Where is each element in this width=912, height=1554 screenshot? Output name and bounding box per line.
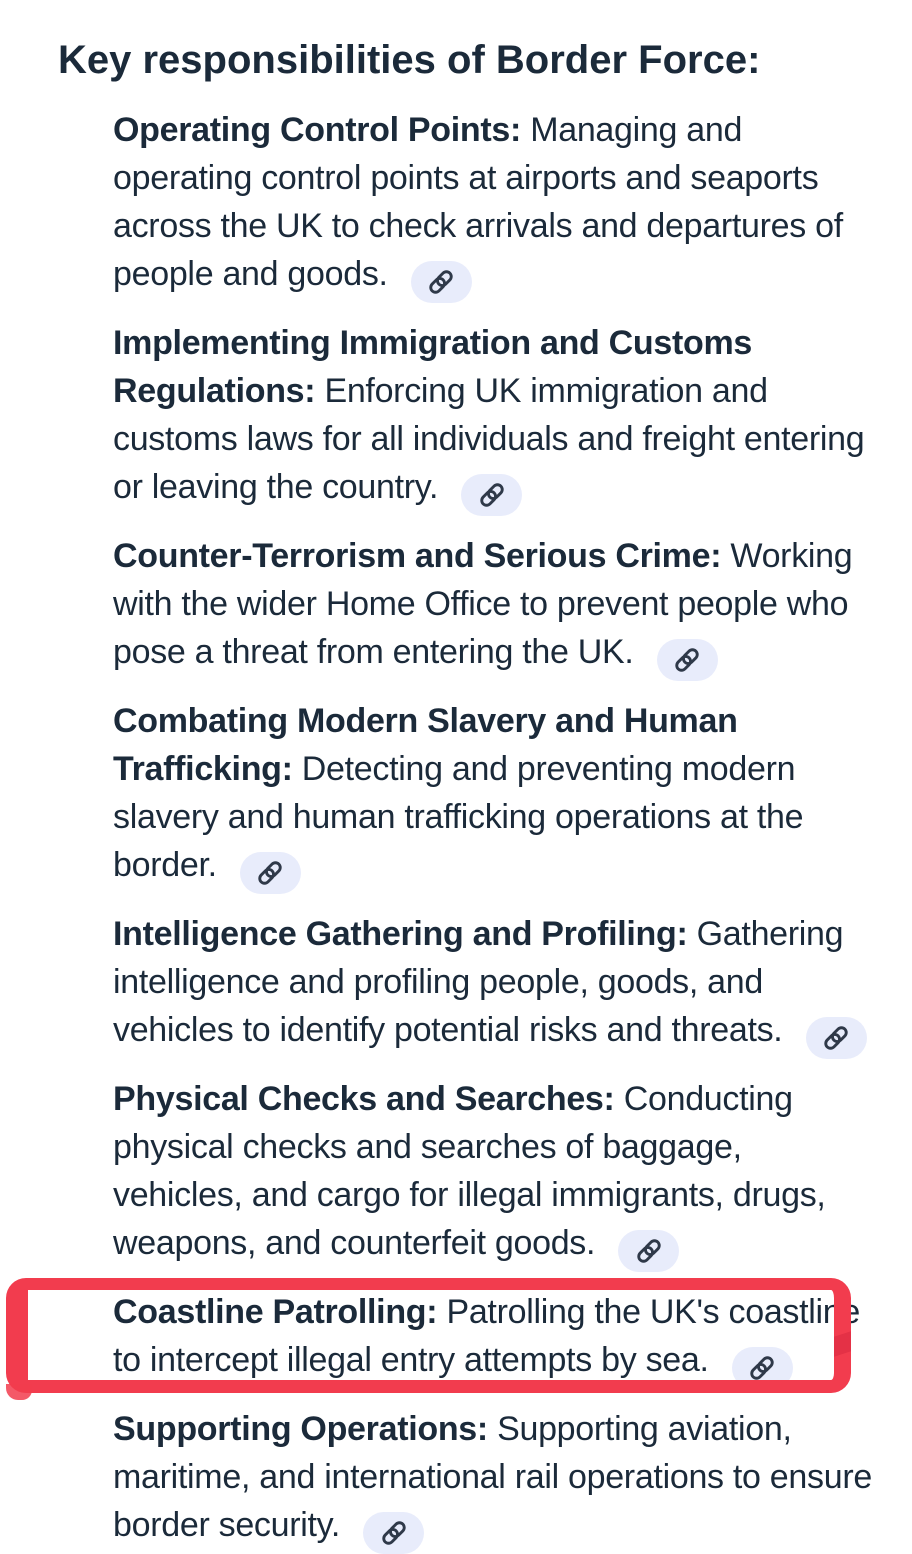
- bullet-column: [58, 697, 113, 715]
- list-item: [58, 697, 912, 894]
- item-description: maritime, and international rail operations to ensure: [113, 1458, 872, 1496]
- text-line: [113, 154, 843, 202]
- item-description: vehicles to identify potential risks and threats.: [113, 1011, 783, 1049]
- item-description: Managing and: [521, 111, 743, 149]
- text-line: [113, 202, 843, 250]
- text-line: [113, 580, 852, 628]
- item-title: Physical Checks and Searches:: [113, 1080, 615, 1118]
- item-title: Implementing Immigration and Customs: [113, 324, 753, 362]
- link-icon: [634, 1236, 664, 1266]
- item-description: pose a threat from entering the UK.: [113, 633, 634, 671]
- list-item: [58, 106, 912, 303]
- text-line: [113, 463, 864, 516]
- citation-chip[interactable]: [240, 852, 301, 894]
- item-description: border.: [113, 846, 217, 884]
- item-title: Operating Control Points:: [113, 111, 522, 149]
- item-text: [113, 697, 803, 894]
- text-line: [113, 1453, 872, 1501]
- item-title: Combating Modern Slavery and Human: [113, 702, 738, 740]
- text-line: [113, 367, 864, 415]
- list-item: [58, 910, 912, 1059]
- list-item: [58, 1288, 912, 1389]
- item-description: Detecting and preventing modern: [292, 750, 796, 788]
- text-line: [113, 250, 843, 303]
- list-item: [58, 1405, 912, 1554]
- item-description: to intercept illegal entry attempts by sea.: [113, 1341, 709, 1379]
- text-line: [113, 910, 867, 958]
- link-icon: [255, 858, 285, 888]
- text-line: [113, 745, 803, 793]
- item-text: [113, 910, 867, 1059]
- text-line: [113, 1075, 826, 1123]
- item-description: physical checks and searches of baggage,: [113, 1128, 742, 1166]
- item-description: people and goods.: [113, 255, 388, 293]
- citation-chip[interactable]: [806, 1017, 867, 1059]
- item-description: or leaving the country.: [113, 468, 439, 506]
- citation-chip[interactable]: [363, 1512, 424, 1554]
- item-description: operating control points at airports and seaports: [113, 159, 819, 197]
- citation-chip[interactable]: [657, 639, 718, 681]
- item-description: Patrolling the UK's coastline: [437, 1293, 861, 1331]
- item-description: with the wider Home Office to prevent people who: [113, 585, 849, 623]
- citation-chip[interactable]: [618, 1230, 679, 1272]
- bullet-column: [58, 106, 113, 124]
- text-line: [113, 532, 852, 580]
- item-title: Intelligence Gathering and Profiling:: [113, 915, 688, 953]
- link-icon: [477, 480, 507, 510]
- item-text: [113, 106, 843, 303]
- item-description: weapons, and counterfeit goods.: [113, 1224, 596, 1262]
- item-description: slavery and human trafficking operations at the: [113, 798, 804, 836]
- text-line: [113, 1171, 826, 1219]
- item-description: intelligence and profiling people, goods, and: [113, 963, 763, 1001]
- text-line: [113, 841, 803, 894]
- text-line: [113, 1123, 826, 1171]
- citation-chip[interactable]: [732, 1347, 793, 1389]
- text-line: [113, 793, 803, 841]
- bullet-column: [58, 532, 113, 550]
- bullet-column: [58, 1288, 113, 1306]
- text-line: [113, 1219, 826, 1272]
- item-description: across the UK to check arrivals and departures of: [113, 207, 843, 245]
- item-title: Trafficking:: [113, 750, 293, 788]
- bullet-column: [58, 319, 113, 337]
- item-text: [113, 1288, 860, 1389]
- text-line: [113, 106, 843, 154]
- item-text: [113, 319, 864, 516]
- item-title: Counter-Terrorism and Serious Crime:: [113, 537, 722, 575]
- citation-chip[interactable]: [411, 261, 472, 303]
- text-line: [113, 415, 864, 463]
- item-title: Regulations:: [113, 372, 316, 410]
- link-icon: [821, 1023, 851, 1053]
- link-icon: [379, 1518, 409, 1548]
- item-description: Conducting: [614, 1080, 793, 1118]
- list-item: [58, 532, 912, 681]
- item-text: [113, 532, 852, 681]
- bullet-column: [58, 1405, 113, 1423]
- text-line: [113, 1006, 867, 1059]
- item-description: vehicles, and cargo for illegal immigrants, drugs,: [113, 1176, 826, 1214]
- text-line: [113, 1405, 872, 1453]
- item-title: Supporting Operations:: [113, 1410, 488, 1448]
- text-line: [113, 697, 803, 745]
- page-title: Key responsibilities of Border Force:: [58, 38, 761, 82]
- item-description: Working: [721, 537, 853, 575]
- text-line: [113, 1336, 860, 1389]
- item-description: Enforcing UK immigration and: [315, 372, 768, 410]
- item-description: customs laws for all individuals and freight entering: [113, 420, 865, 458]
- citation-chip[interactable]: [461, 474, 522, 516]
- item-title: Coastline Patrolling:: [113, 1293, 438, 1331]
- text-line: [113, 319, 864, 367]
- link-icon: [672, 645, 702, 675]
- text-line: [113, 958, 867, 1006]
- list-item: [58, 1075, 912, 1272]
- text-line: [113, 1288, 860, 1336]
- list-item: [58, 319, 912, 516]
- link-icon: [747, 1353, 777, 1383]
- bullet-column: [58, 910, 113, 928]
- item-text: [113, 1405, 872, 1554]
- item-description: Gathering: [687, 915, 844, 953]
- link-icon: [426, 267, 456, 297]
- responsibilities-list: [58, 106, 912, 1554]
- text-line: [113, 1501, 872, 1554]
- item-description: Supporting aviation,: [487, 1410, 792, 1448]
- bullet-column: [58, 1075, 113, 1093]
- item-description: border security.: [113, 1506, 340, 1544]
- text-line: [113, 628, 852, 681]
- item-text: [113, 1075, 826, 1272]
